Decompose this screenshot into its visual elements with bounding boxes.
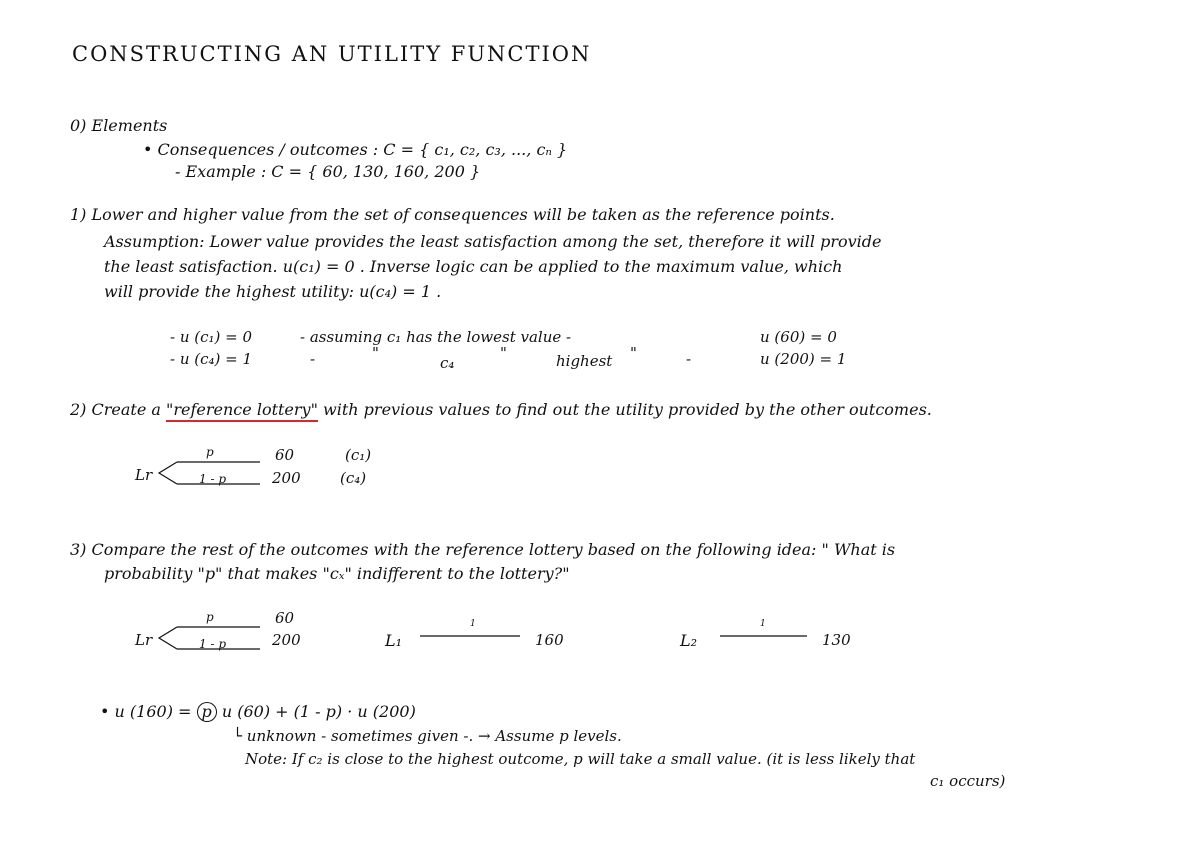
- note-line2: c₁ occurs): [930, 772, 1006, 790]
- row1-result: u (60) = 0: [760, 328, 837, 346]
- lottery2-1-minus-p: 1 - p: [199, 637, 226, 651]
- row2-equation: - u (c₄) = 1: [170, 350, 253, 368]
- reference-lottery-term: "reference lottery": [166, 400, 318, 422]
- utility-equation: [100, 702, 416, 722]
- step2-suffix: with previous values to find out the utility provided by the other outcomes.: [317, 400, 932, 419]
- step1-line2: Assumption: Lower value provides the least satisfaction among the set, therefore it will provide: [104, 232, 882, 251]
- page-title: CONSTRUCTING AN UTILITY FUNCTION: [72, 42, 592, 66]
- row2-c4: c₄: [440, 354, 455, 372]
- row2-dash: -: [310, 350, 316, 368]
- utility-equation-rhs: u (60) + (1 - p) · u (200): [216, 702, 416, 721]
- step1-line1: 1) Lower and higher value from the set of consequences will be taken as the reference points.: [70, 205, 835, 224]
- lottery-L1-branch: [420, 630, 525, 642]
- step1-line3: the least satisfaction. u(c₁) = 0 . Inverse logic can be applied to the maximum value, which: [104, 257, 843, 276]
- elements-heading: 0) Elements: [70, 116, 168, 135]
- row2-ditto-1: ": [372, 344, 379, 362]
- lottery-L1-prob: 1: [470, 619, 476, 629]
- lottery1-value-60: 60: [275, 446, 295, 464]
- lottery1-p: p: [206, 445, 214, 459]
- step3-line1: 3) Compare the rest of the outcomes with the reference lottery based on the following idea: " What is: [70, 540, 896, 559]
- row2-end-dash: -: [686, 350, 692, 368]
- row2-ditto-3: ": [630, 344, 637, 362]
- row2-result: u (200) = 1: [760, 350, 847, 368]
- circled-p: p: [197, 702, 217, 722]
- lottery2-label: Lr: [135, 631, 153, 649]
- step1-line4: will provide the highest utility: u(c₄) = 1 .: [104, 282, 442, 301]
- step2-line: [70, 402, 932, 418]
- lottery1-1-minus-p: 1 - p: [199, 472, 226, 486]
- lottery-L2-label: L₂: [680, 631, 698, 650]
- step2-prefix: 2) Create a: [70, 400, 167, 419]
- lottery-L2-prob: 1: [760, 619, 766, 629]
- lottery-L2-value: 130: [822, 631, 851, 649]
- row1-equation: - u (c₁) = 0: [170, 328, 253, 346]
- row2-highest: highest: [556, 352, 613, 370]
- lottery-L1-value: 160: [535, 631, 564, 649]
- lottery1-value-200: 200: [272, 469, 301, 487]
- lottery2-value-60: 60: [275, 609, 295, 627]
- note-line1: Note: If c₂ is close to the highest outcome, p will take a small value. (it is less likely that: [245, 750, 916, 768]
- unknown-note: └ unknown - sometimes given -. → Assume p levels.: [233, 727, 622, 745]
- lottery-L2-branch: [720, 630, 812, 642]
- lottery-L1-label: L₁: [385, 631, 403, 650]
- lottery2-value-200: 200: [272, 631, 301, 649]
- consequences-definition: • Consequences / outcomes : C = { c₁, c₂, c₃, ..., cₙ }: [143, 140, 568, 159]
- consequences-example: - Example : C = { 60, 130, 160, 200 }: [175, 162, 481, 181]
- utility-equation-lhs: • u (160) =: [100, 702, 197, 721]
- row2-ditto-2: ": [500, 344, 507, 362]
- lottery1-c4: (c₄): [340, 469, 367, 487]
- lottery2-p: p: [206, 610, 214, 624]
- lottery1-label: Lr: [135, 466, 153, 484]
- row1-assumption: - assuming c₁ has the lowest value -: [300, 328, 572, 346]
- lottery1-c1: (c₁): [345, 446, 372, 464]
- step3-line2: probability "p" that makes "cₓ" indifferent to the lottery?": [104, 564, 570, 583]
